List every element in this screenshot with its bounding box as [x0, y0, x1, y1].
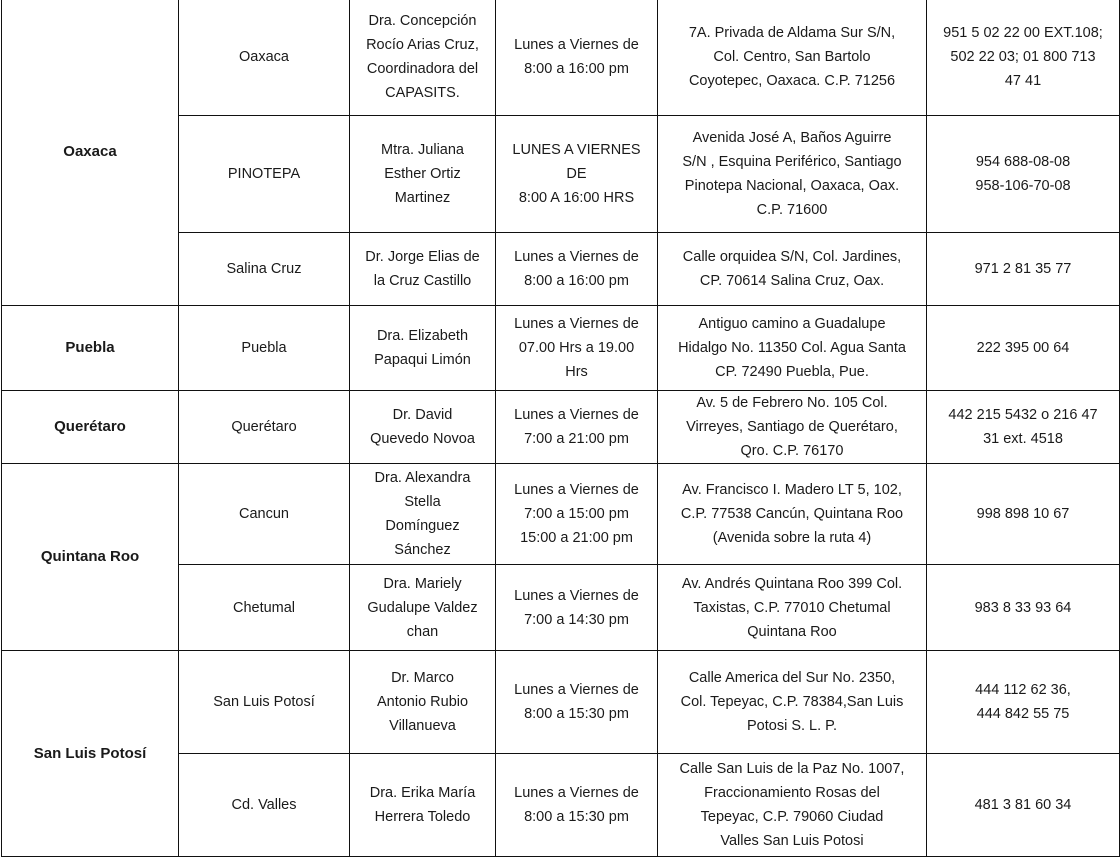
- address-line: Coyotepec, Oaxaca. C.P. 71256: [688, 73, 896, 89]
- phone-line: 983 8 33 93 64: [974, 599, 1072, 616]
- hours-line: DE: [566, 166, 587, 182]
- table-row: [2, 306, 1120, 391]
- hours-cell: [496, 464, 658, 565]
- address-line: Col. Centro, San Bartolo: [713, 49, 871, 65]
- hours-line: Hrs: [565, 364, 588, 380]
- responsible-line: Dr. Marco: [391, 670, 454, 686]
- address-line: Pinotepa Nacional, Oaxaca, Oax.: [684, 178, 900, 194]
- address-cell: [658, 464, 927, 565]
- hours-line: 07.00 Hrs a 19.00: [518, 340, 635, 356]
- responsible-line: Gudalupe Valdez: [367, 599, 478, 616]
- phone-cell: [927, 116, 1120, 233]
- address-cell: [658, 391, 927, 464]
- hours-line: 7:00 a 21:00 pm: [524, 431, 629, 447]
- state-cell: Puebla: [2, 306, 179, 391]
- responsible-cell: [350, 233, 496, 306]
- phone-line: 31 ext. 4518: [983, 431, 1063, 447]
- hours-line: 7:00 a 15:00 pm: [524, 506, 629, 522]
- hours-line: Lunes a Viernes de: [514, 785, 639, 801]
- responsible-line: Rocío Arias Cruz,: [366, 37, 479, 53]
- responsible-cell: [350, 0, 496, 116]
- hours-line: Lunes a Viernes de: [514, 482, 639, 498]
- phone-line: 442 215 5432 o 216 47: [948, 407, 1098, 423]
- hours-cell: [496, 233, 658, 306]
- responsible-line: Dra. Mariely: [383, 575, 462, 592]
- hours-cell: [496, 306, 658, 391]
- phone-cell: [927, 306, 1120, 391]
- hours-line: 15:00 a 21:00 pm: [520, 530, 633, 546]
- responsible-cell: [350, 464, 496, 565]
- responsible-line: Sánchez: [394, 542, 451, 558]
- clinic-directory-table: [1, 0, 1120, 857]
- hours-line: 8:00 a 15:30 pm: [524, 706, 629, 722]
- responsible-cell: [350, 391, 496, 464]
- address-line: Calle San Luis de la Paz No. 1007,: [679, 761, 905, 777]
- hours-line: 8:00 a 16:00 pm: [524, 61, 629, 77]
- phone-line: 481 3 81 60 34: [974, 797, 1072, 813]
- address-cell: [658, 233, 927, 306]
- address-line: Calle America del Sur No. 2350,: [688, 670, 896, 686]
- city-cell: Cd. Valles: [179, 754, 350, 857]
- address-cell: [658, 754, 927, 857]
- phone-line: 954 688-08-08: [975, 154, 1071, 170]
- responsible-line: Quevedo Novoa: [370, 431, 475, 447]
- phone-line: 502 22 03; 01 800 713: [950, 49, 1096, 65]
- state-cell: Oaxaca: [2, 0, 179, 306]
- responsible-line: Dra. Concepción: [368, 13, 477, 29]
- address-line: Tepeyac, C.P. 79060 Ciudad: [700, 809, 884, 825]
- table-row: [2, 464, 1120, 565]
- responsible-line: Domínguez: [385, 518, 460, 534]
- hours-cell: [496, 116, 658, 233]
- hours-cell: [496, 565, 658, 651]
- address-line: Calle orquidea S/N, Col. Jardines,: [682, 249, 902, 265]
- hours-cell: [496, 0, 658, 116]
- phone-line: 444 842 55 75: [976, 706, 1070, 722]
- phone-line: 951 5 02 22 00 EXT.108;: [943, 25, 1103, 41]
- hours-line: 8:00 a 15:30 pm: [524, 809, 629, 825]
- address-line: C.P. 71600: [756, 202, 828, 218]
- address-line: S/N , Esquina Periférico, Santiago: [682, 154, 902, 170]
- address-cell: [658, 565, 927, 651]
- address-line: Valles San Luis Potosi: [720, 833, 864, 849]
- phone-line: 47 41: [1004, 73, 1042, 89]
- hours-line: Lunes a Viernes de: [514, 587, 639, 604]
- responsible-line: chan: [406, 623, 439, 640]
- phone-cell: [927, 565, 1120, 651]
- phone-line: 958-106-70-08: [975, 178, 1071, 194]
- city-cell: Salina Cruz: [179, 233, 350, 306]
- address-line: Av. Francisco I. Madero LT 5, 102,: [682, 482, 902, 498]
- city-cell: San Luis Potosí: [179, 651, 350, 754]
- table-row: [2, 0, 1120, 116]
- city-cell: Chetumal: [179, 565, 350, 651]
- responsible-line: Esther Ortiz: [384, 166, 461, 182]
- directory-body: [2, 0, 1120, 857]
- city-cell: Oaxaca: [179, 0, 350, 116]
- responsible-line: Papaqui Limón: [374, 352, 471, 368]
- responsible-line: Dra. Elizabeth: [376, 328, 469, 344]
- responsible-cell: [350, 651, 496, 754]
- address-line: 7A. Privada de Aldama Sur S/N,: [688, 25, 896, 41]
- state-cell: San Luis Potosí: [2, 651, 179, 857]
- hours-line: Lunes a Viernes de: [514, 249, 639, 265]
- address-line: Fraccionamiento Rosas del: [704, 785, 880, 801]
- responsible-line: la Cruz Castillo: [373, 273, 472, 289]
- hours-line: LUNES A VIERNES: [512, 142, 641, 158]
- city-cell: Querétaro: [179, 391, 350, 464]
- address-line: Av. 5 de Febrero No. 105 Col.: [696, 395, 888, 411]
- city-cell: PINOTEPA: [179, 116, 350, 233]
- hours-cell: [496, 391, 658, 464]
- hours-cell: [496, 754, 658, 857]
- phone-line: 444 112 62 36,: [975, 682, 1071, 698]
- responsible-line: CAPASITS.: [385, 85, 460, 101]
- responsible-line: Dra. Erika María: [369, 785, 476, 801]
- hours-line: Lunes a Viernes de: [514, 37, 639, 53]
- hours-line: 8:00 A 16:00 HRS: [518, 190, 635, 206]
- city-cell: Cancun: [179, 464, 350, 565]
- address-cell: [658, 651, 927, 754]
- address-line: Av. Andrés Quintana Roo 399 Col.: [681, 575, 903, 592]
- address-cell: [658, 306, 927, 391]
- responsible-line: Herrera Toledo: [374, 809, 471, 825]
- table-row: [2, 651, 1120, 754]
- hours-line: Lunes a Viernes de: [514, 316, 639, 332]
- phone-cell: [927, 754, 1120, 857]
- hours-line: 7:00 a 14:30 pm: [524, 611, 629, 628]
- phone-cell: [927, 0, 1120, 116]
- responsible-line: Dra. Alexandra: [374, 470, 471, 486]
- hours-line: 8:00 a 16:00 pm: [524, 273, 629, 289]
- address-line: (Avenida sobre la ruta 4): [712, 530, 872, 546]
- responsible-line: Martinez: [394, 190, 451, 206]
- phone-cell: [927, 651, 1120, 754]
- address-line: Avenida José A, Baños Aguirre: [692, 130, 892, 146]
- address-cell: [658, 0, 927, 116]
- address-line: Col. Tepeyac, C.P. 78384,San Luis: [680, 694, 904, 710]
- phone-line: 998 898 10 67: [976, 506, 1070, 522]
- phone-cell: [927, 391, 1120, 464]
- phone-line: 222 395 00 64: [976, 340, 1070, 356]
- responsible-line: Antonio Rubio: [376, 694, 469, 710]
- responsible-line: Dr. Jorge Elias de: [365, 249, 480, 265]
- address-line: CP. 72490 Puebla, Pue.: [715, 364, 869, 380]
- phone-line: 971 2 81 35 77: [974, 261, 1072, 277]
- address-line: Taxistas, C.P. 77010 Chetumal: [693, 599, 891, 616]
- address-line: Quintana Roo: [747, 623, 837, 640]
- responsible-line: Coordinadora del: [366, 61, 479, 77]
- responsible-line: Dr. David: [392, 407, 453, 423]
- hours-line: Lunes a Viernes de: [514, 407, 639, 423]
- responsible-line: Stella: [404, 494, 441, 510]
- responsible-line: Villanueva: [389, 718, 456, 734]
- address-line: C.P. 77538 Cancún, Quintana Roo: [680, 506, 904, 522]
- address-line: Virreyes, Santiago de Querétaro,: [686, 419, 898, 435]
- address-cell: [658, 116, 927, 233]
- hours-cell: [496, 651, 658, 754]
- city-cell: Puebla: [179, 306, 350, 391]
- hours-line: Lunes a Viernes de: [514, 682, 639, 698]
- address-line: Qro. C.P. 76170: [740, 443, 844, 459]
- responsible-cell: [350, 565, 496, 651]
- table-row: [2, 391, 1120, 464]
- address-line: Antiguo camino a Guadalupe: [698, 316, 886, 332]
- responsible-line: Mtra. Juliana: [380, 142, 464, 158]
- state-cell: Querétaro: [2, 391, 179, 464]
- phone-cell: [927, 464, 1120, 565]
- state-cell: Quintana Roo: [2, 464, 179, 651]
- responsible-cell: [350, 754, 496, 857]
- phone-cell: [927, 233, 1120, 306]
- responsible-cell: [350, 306, 496, 391]
- responsible-cell: [350, 116, 496, 233]
- address-line: Hidalgo No. 11350 Col. Agua Santa: [678, 340, 906, 356]
- address-line: CP. 70614 Salina Cruz, Oax.: [699, 273, 885, 289]
- address-line: Potosi S. L. P.: [746, 718, 837, 734]
